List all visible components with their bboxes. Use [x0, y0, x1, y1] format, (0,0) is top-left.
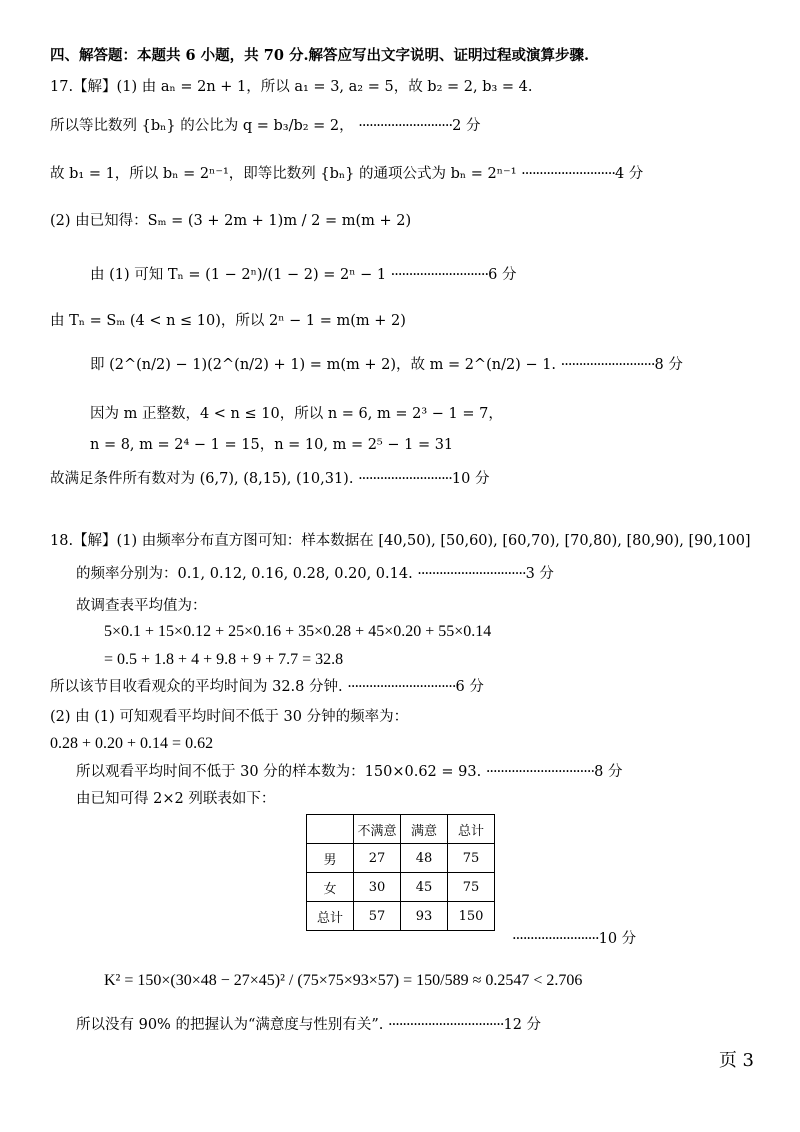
- q17-line-2-text: 所以等比数列 {bₙ} 的公比为 q = b₃/b₂ = 2，: [50, 118, 354, 134]
- q18-line-12: 所以没有 90% 的把握认为“满意度与性别有关”. ································12 分: [76, 1017, 542, 1033]
- q17-line-1: 17.【解】(1) 由 aₙ = 2n + 1，所以 a₁ = 3, a₂ = 5，故 b₂ = 2, b₃ = 4.: [50, 79, 533, 95]
- q17-line-10: 故满足条件所有数对为 (6,7), (8,15), (10,31). ··························10 分: [50, 471, 490, 487]
- table-header-cell: 满意: [401, 815, 448, 844]
- table-header-cell: [307, 815, 354, 844]
- table-row: [307, 902, 495, 931]
- q17-line-7-text: 即 (2^(n/2) − 1)(2^(n/2) + 1) = m(m + 2)，故 m = 2^(n/2) − 1.: [90, 357, 557, 373]
- q17-line-5-score: 6 分: [488, 267, 517, 283]
- q18-line-2: 的频率分别为：0.1, 0.12, 0.16, 0.28, 0.20, 0.14. ······························3 分: [76, 566, 554, 582]
- table-row: [307, 873, 495, 902]
- q18-line-10: 由已知可得 2×2 列联表如下：: [76, 791, 276, 807]
- table-header-cell: 不满意: [354, 815, 401, 844]
- q18-line-6-score: 6 分: [455, 679, 484, 695]
- q17-line-10-score: 10 分: [451, 471, 490, 487]
- q18-line-7: (2) 由 (1) 可知观看平均时间不低于 30 分钟的频率为：: [50, 709, 409, 725]
- q17-line-7-score: 8 分: [654, 357, 683, 373]
- table-cell: 93: [401, 902, 448, 931]
- q18-line-5: = 0.5 + 1.8 + 4 + 9.8 + 9 + 7.7 = 32.8: [104, 651, 344, 668]
- q17-line-2: 所以等比数列 {bₙ} 的公比为 q = b₃/b₂ = 2， ··························2 分: [50, 118, 481, 134]
- q17-line-7: 即 (2^(n/2) − 1)(2^(n/2) + 1) = m(m + 2)，故 m = 2^(n/2) − 1. ··························8 分: [90, 357, 683, 373]
- q18-line-12-text: 所以没有 90% 的把握认为“满意度与性别有关”.: [76, 1017, 384, 1033]
- q17-line-2-score: 2 分: [452, 118, 481, 134]
- table-cell: 女: [307, 873, 354, 902]
- table-cell: 48: [401, 844, 448, 873]
- table-cell: 75: [448, 873, 495, 902]
- q17-line-5: 由 (1) 可知 Tₙ = (1 − 2ⁿ)/(1 − 2) = 2ⁿ − 1 ···························6 分: [90, 267, 517, 283]
- q18-line-12-score: 12 分: [503, 1017, 542, 1033]
- q18-line-3: 故调查表平均值为：: [76, 598, 207, 614]
- q17-line-5-text: 由 (1) 可知 Tₙ = (1 − 2ⁿ)/(1 − 2) = 2ⁿ − 1: [90, 267, 387, 283]
- table-cell: 男: [307, 844, 354, 873]
- table-score-text: 10 分: [598, 931, 637, 947]
- section-header: 四、解答题：本题共 6 小题，共 70 分.解答应写出文字说明、证明过程或演算步骤.: [50, 47, 590, 64]
- q18-line-9-text: 所以观看平均时间不低于 30 分的样本数为：150×0.62 = 93.: [76, 764, 482, 780]
- table-score: ························10 分: [512, 931, 637, 947]
- q18-line-4: 5×0.1 + 15×0.12 + 25×0.16 + 35×0.28 + 45×0.20 + 55×0.14: [104, 623, 492, 640]
- q17-line-3-text: 故 b₁ = 1，所以 bₙ = 2ⁿ⁻¹，即等比数列 {bₙ} 的通项公式为 bₙ = 2ⁿ⁻¹: [50, 166, 517, 182]
- q18-line-6-text: 所以该节目收看观众的平均时间为 32.8 分钟.: [50, 679, 343, 695]
- q18-line-11: K² = 150×(30×48 − 27×45)² / (75×75×93×57) = 150/589 ≈ 0.2547 < 2.706: [104, 972, 583, 989]
- q18-line-9-score: 8 分: [594, 764, 623, 780]
- table-cell: 30: [354, 873, 401, 902]
- table-header-row: [307, 815, 495, 844]
- table-row: [307, 844, 495, 873]
- q17-line-10-text: 故满足条件所有数对为 (6,7), (8,15), (10,31).: [50, 471, 354, 487]
- contingency-table: [306, 814, 495, 931]
- table-cell: 57: [354, 902, 401, 931]
- table-cell: 27: [354, 844, 401, 873]
- table-header-cell: 总计: [448, 815, 495, 844]
- q17-line-4: (2) 由已知得：Sₘ = (3 + 2m + 1)m / 2 = m(m + 2): [50, 213, 412, 229]
- q18-line-8: 0.28 + 0.20 + 0.14 = 0.62: [50, 735, 214, 752]
- table-cell: 45: [401, 873, 448, 902]
- q18-line-2-score: 3 分: [525, 566, 554, 582]
- q17-line-3: 故 b₁ = 1，所以 bₙ = 2ⁿ⁻¹，即等比数列 {bₙ} 的通项公式为 bₙ = 2ⁿ⁻¹ ··························4 分: [50, 166, 644, 182]
- table-cell: 150: [448, 902, 495, 931]
- q17-line-3-score: 4 分: [614, 166, 644, 182]
- q17-line-8: 因为 m 正整数，4 < n ≤ 10，所以 n = 6, m = 2³ − 1 = 7，: [90, 406, 503, 422]
- page-number: 页 3: [718, 1050, 754, 1071]
- q18-line-1: 18.【解】(1) 由频率分布直方图可知：样本数据在 [40,50), [50,60), [60,70), [70,80), [80,90), [90,100]: [50, 533, 751, 549]
- table-cell: 75: [448, 844, 495, 873]
- q18-line-6: 所以该节目收看观众的平均时间为 32.8 分钟. ······························6 分: [50, 679, 484, 695]
- q17-line-9: n = 8, m = 2⁴ − 1 = 15，n = 10, m = 2⁵ − 1 = 31: [90, 437, 454, 453]
- q17-line-6: 由 Tₙ = Sₘ (4 < n ≤ 10)，所以 2ⁿ − 1 = m(m + 2): [50, 313, 406, 329]
- table-cell: 总计: [307, 902, 354, 931]
- q18-line-2-text: 的频率分别为：0.1, 0.12, 0.16, 0.28, 0.20, 0.14.: [76, 566, 413, 582]
- q18-line-9: 所以观看平均时间不低于 30 分的样本数为：150×0.62 = 93. ······························8 分: [76, 764, 623, 780]
